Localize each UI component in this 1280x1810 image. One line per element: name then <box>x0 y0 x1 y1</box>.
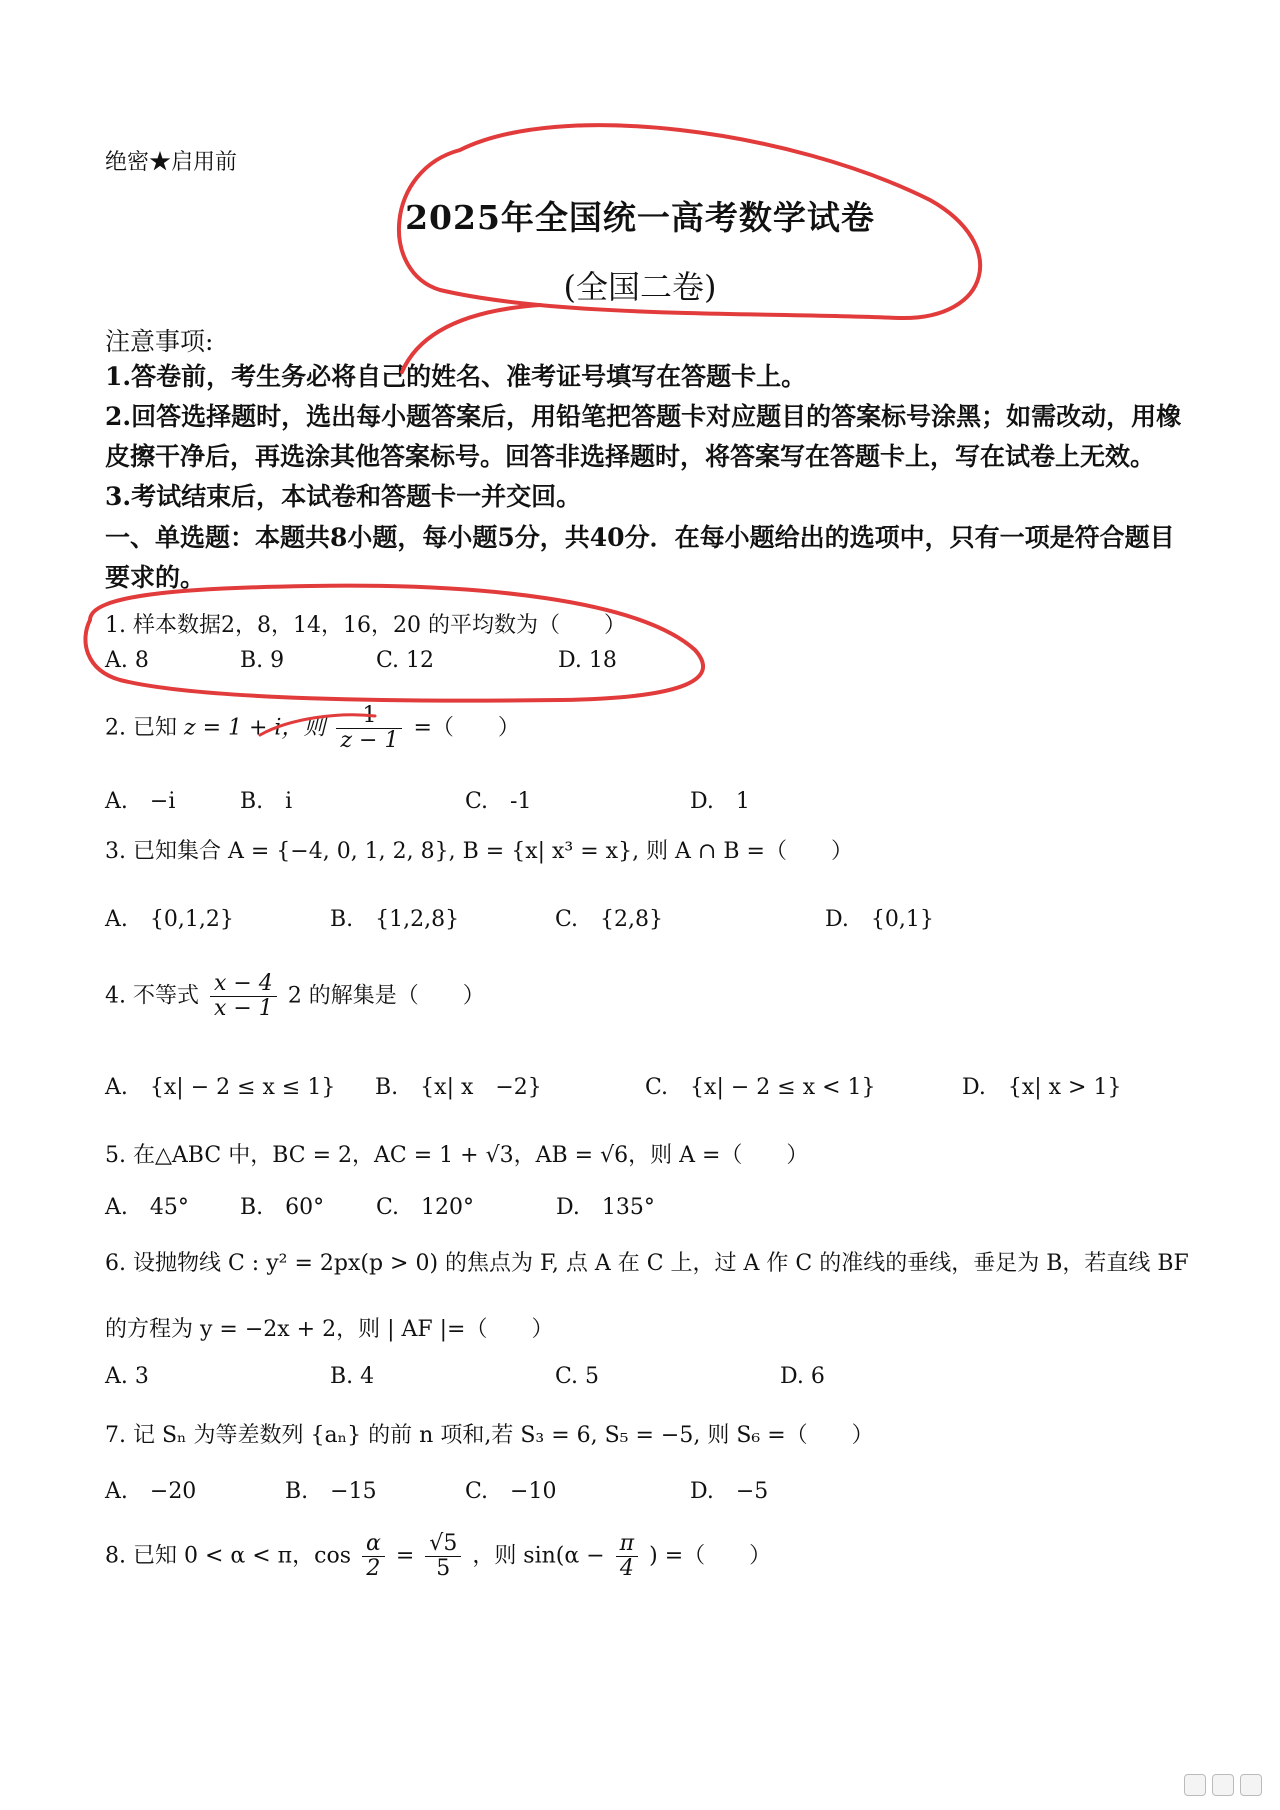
toolbar-square-icon[interactable] <box>1212 1774 1234 1796</box>
question-8-stem-mid-2: ，则 sin(α − <box>472 1543 605 1569</box>
question-8-fraction-1 <box>362 1532 385 1581</box>
question-8-fraction-2 <box>425 1532 461 1581</box>
bottom-toolbar <box>1184 1774 1262 1796</box>
question-3-stem: 3. 已知集合 A = {−4, 0, 1, 2, 8}, B = {x| x³ = x}, 则 A ∩ B =（ ） <box>105 839 853 864</box>
fraction-numerator: 1 <box>336 704 402 729</box>
question-2-option-a: A. −i <box>105 789 176 814</box>
question-2-stem <box>105 704 520 753</box>
question-5-option-b: B. 60° <box>240 1195 325 1220</box>
question-7-option-d: D. −5 <box>690 1479 769 1504</box>
fraction-numerator: α <box>362 1532 385 1557</box>
question-3-option-c: C. {2,8} <box>555 907 664 932</box>
question-1-circle-annotation <box>85 586 703 701</box>
question-6-option-a: A. 3 <box>105 1364 149 1389</box>
question-7-option-a: A. −20 <box>105 1479 197 1504</box>
fraction-denominator: 4 <box>619 1556 634 1582</box>
section-1-heading: 一、单选题：本题共8小题，每小题5分，共40分．在每小题给出的选项中，只有一项是符合题目要求的。 <box>105 523 1175 592</box>
question-4-fraction <box>210 972 277 1021</box>
notice-item-3: 3.考试结束后，本试卷和答题卡一并交回。 <box>105 482 582 511</box>
question-8-stem <box>105 1532 771 1581</box>
question-2-fraction <box>336 704 402 753</box>
question-2-option-d: D. 1 <box>690 789 750 814</box>
question-3-option-a: A. {0,1,2} <box>105 907 234 932</box>
question-6-stem: 6. 设抛物线 C : y² = 2px(p > 0) 的焦点为 F, 点 A 在 C 上，过 A 作 C 的准线的垂线，垂足为 B，若直线 BF <box>105 1251 1189 1276</box>
secret-label: 绝密★启用前 <box>105 150 238 175</box>
toolbar-square-icon[interactable] <box>1184 1774 1206 1796</box>
question-3-option-b: B. {1,2,8} <box>330 907 460 932</box>
fraction-denominator: 5 <box>436 1556 451 1582</box>
fraction-numerator: √5 <box>425 1532 461 1557</box>
question-7-stem: 7. 记 Sₙ 为等差数列 {aₙ} 的前 n 项和,若 S₃ = 6, S₅ = −5, 则 S₆ =（ ） <box>105 1423 874 1448</box>
question-1-option-d: D. 18 <box>558 648 617 673</box>
question-1-option-c: C. 12 <box>376 648 435 673</box>
question-4-stem-pre: 4. 不等式 <box>105 983 199 1009</box>
question-5-option-d: D. 135° <box>556 1195 655 1220</box>
question-7-option-b: B. −15 <box>285 1479 377 1504</box>
question-4-stem <box>105 972 485 1021</box>
question-5-option-a: A. 45° <box>105 1195 189 1220</box>
question-2-option-c: C. -1 <box>465 789 532 814</box>
question-4-option-a: A. {x| − 2 ≤ x ≤ 1} <box>105 1075 336 1100</box>
question-1-option-a: A. 8 <box>105 648 149 673</box>
question-1-stem: 1. 样本数据2，8，14，16，20 的平均数为（ ） <box>105 613 626 638</box>
question-6-option-c: C. 5 <box>555 1364 600 1389</box>
question-4-stem-post: 2 的解集是（ ） <box>287 983 485 1009</box>
question-5-option-c: C. 120° <box>376 1195 475 1220</box>
question-8-fraction-3 <box>616 1532 638 1581</box>
question-1-option-b: B. 9 <box>240 648 285 673</box>
exam-title: 2025年全国统一高考数学试卷 <box>405 198 875 237</box>
fraction-denominator: 2 <box>366 1556 381 1582</box>
question-2-stem-mid: z = 1 + i，则 <box>183 715 326 741</box>
question-8-stem-post: ) =（ ） <box>649 1543 772 1569</box>
notice-item-1: 1.答卷前，考生务必将自己的姓名、准考证号填写在答题卡上。 <box>105 362 807 391</box>
question-6-stem-line-2: 的方程为 y = −2x + 2，则 | AF |=（ ） <box>105 1317 554 1342</box>
question-2-option-b: B. i <box>240 789 293 814</box>
question-3-option-d: D. {0,1} <box>825 907 934 932</box>
question-6-option-d: D. 6 <box>780 1364 825 1389</box>
toolbar-square-icon[interactable] <box>1240 1774 1262 1796</box>
question-7-option-c: C. −10 <box>465 1479 557 1504</box>
question-8-stem-mid: = <box>395 1543 415 1569</box>
notice-item-2: 2.回答选择题时，选出每小题答案后，用铅笔把答题卡对应题目的答案标号涂黑；如需改动，用橡皮擦干净后，再选涂其他答案标号。回答非选择题时，将答案写在答题卡上，写在试卷上无效。 <box>105 402 1182 471</box>
fraction-numerator: π <box>616 1532 638 1557</box>
question-4-option-c: C. {x| − 2 ≤ x < 1} <box>645 1075 876 1100</box>
question-2-stem-pre: 2. 已知 <box>105 715 177 741</box>
fraction-numerator: x − 4 <box>210 972 277 997</box>
question-8-stem-pre: 8. 已知 0 < α < π，cos <box>105 1543 351 1569</box>
notice-heading: 注意事项: <box>105 327 214 356</box>
question-4-option-b: B. {x| x −2} <box>375 1075 542 1100</box>
exam-subtitle: (全国二卷) <box>563 268 717 306</box>
fraction-denominator: x − 1 <box>213 996 273 1022</box>
question-2-stem-post: =（ ） <box>413 715 520 741</box>
question-5-stem: 5. 在△ABC 中，BC = 2，AC = 1 + √3，AB = √6，则 A =（ ） <box>105 1143 809 1168</box>
question-4-option-d: D. {x| x > 1} <box>962 1075 1122 1100</box>
fraction-denominator: z − 1 <box>340 728 399 754</box>
question-6-option-b: B. 4 <box>330 1364 375 1389</box>
